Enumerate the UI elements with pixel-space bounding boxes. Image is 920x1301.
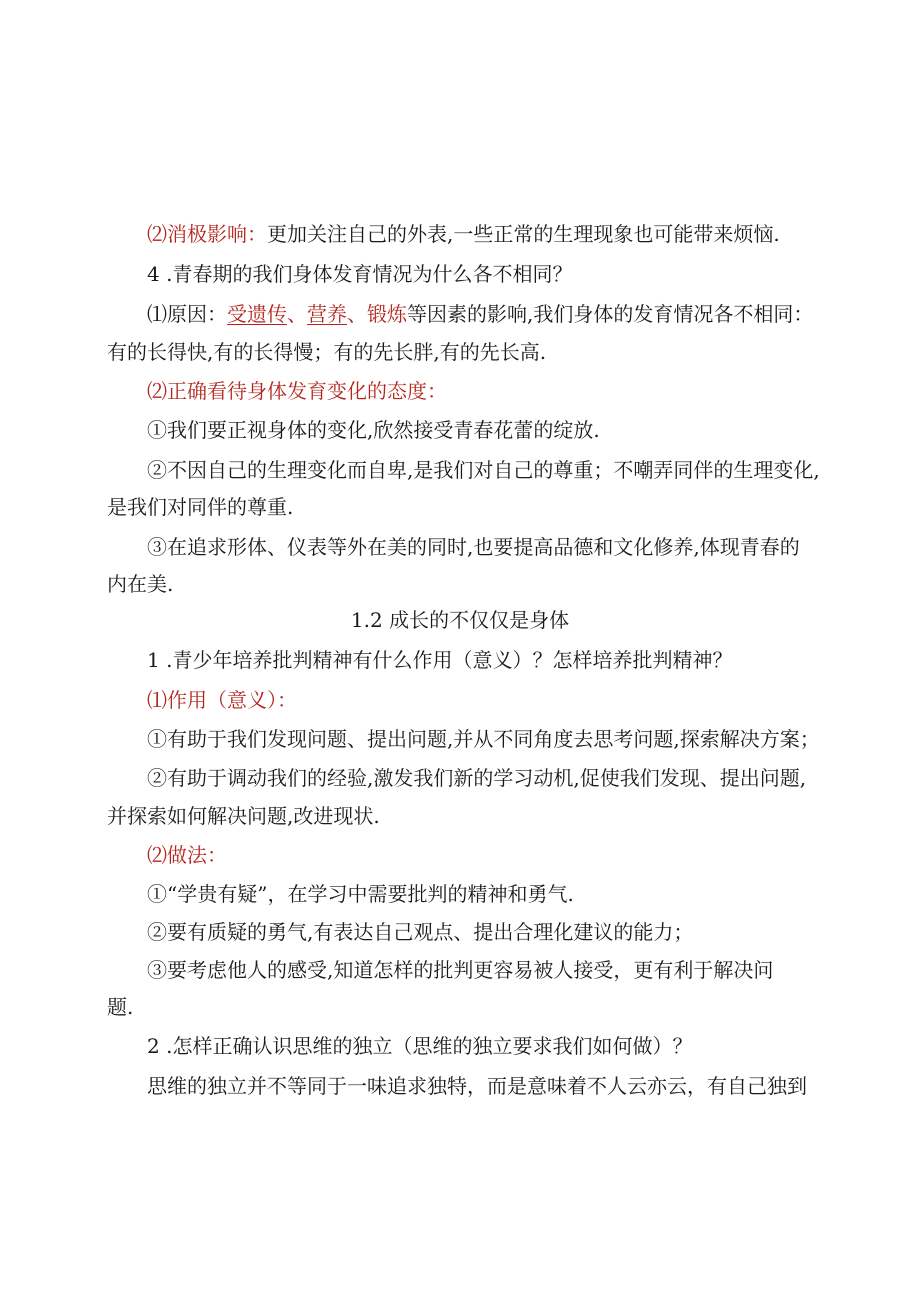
reason-line	[147, 302, 813, 326]
attitude-item-1: ①我们要正视身体的变化,欣然接受青春花蕾的绽放.	[147, 418, 600, 442]
function-heading: ⑴作用（意义）：	[147, 688, 297, 712]
reason-sep-1: 、	[287, 302, 307, 326]
reason-label: ⑴原因：	[147, 302, 227, 326]
reason-exercise: 锻炼	[367, 302, 407, 326]
question-1-heading: 1 .青少年培养批判精神有什么作用（意义）？怎样培养批判精神？	[147, 648, 733, 672]
function-item-2-cont: 并探索如何解决问题,改进现状.	[107, 804, 380, 828]
method-heading: ⑵做法：	[147, 843, 227, 867]
negative-effect-line	[147, 222, 780, 246]
reason-continuation: 有的长得快,有的长得慢；有的先长胖,有的先长高.	[107, 340, 547, 364]
negative-effect-label: ⑵消极影响：	[147, 222, 267, 246]
attitude-item-3-cont: 内在美.	[107, 572, 174, 596]
attitude-item-2-cont: 是我们对同伴的尊重.	[107, 495, 294, 519]
reason-sep-2: 、	[347, 302, 367, 326]
attitude-heading: ⑵正确看待身体发育变化的态度：	[147, 379, 447, 403]
function-item-1: ①有助于我们发现问题、提出问题,并从不同角度去思考问题,探索解决方案；	[147, 727, 820, 751]
method-item-1: ①“学贵有疑”，在学习中需要批判的精神和勇气.	[147, 882, 574, 906]
method-item-2: ②要有质疑的勇气,有表达自己观点、提出合理化建议的能力；	[147, 920, 694, 944]
attitude-item-3: ③在追求形体、仪表等外在美的同时,也要提高品德和文化修养,体现青春的	[147, 535, 800, 559]
independence-paragraph: 思维的独立并不等同于一味追求独特，而是意味着不人云亦云，有自己独到	[147, 1074, 807, 1098]
function-item-2: ②有助于调动我们的经验,激发我们新的学习动机,促使我们发现、提出问题,	[147, 766, 807, 790]
question-4-heading: 4 .青春期的我们身体发育情况为什么各不相同？	[147, 262, 573, 286]
section-title: 1.2 成长的不仅仅是身体	[350, 608, 570, 632]
method-item-3: ③要考虑他人的感受,知道怎样的批判更容易被人接受，更有利于解决问	[147, 958, 774, 982]
reason-text: 等因素的影响,我们身体的发育情况各不相同：	[407, 302, 814, 326]
question-2-heading: 2 .怎样正确认识思维的独立（思维的独立要求我们如何做）？	[147, 1034, 693, 1058]
reason-heredity: 受遗传	[227, 302, 287, 326]
negative-effect-text: 更加关注自己的外表,一些正常的生理现象也可能带来烦恼.	[267, 222, 780, 246]
attitude-item-2: ②不因自己的生理变化而自卑,是我们对自己的尊重；不嘲弄同伴的生理变化,	[147, 458, 820, 482]
reason-nutrition: 营养	[307, 302, 347, 326]
method-item-3-cont: 题.	[107, 995, 134, 1019]
